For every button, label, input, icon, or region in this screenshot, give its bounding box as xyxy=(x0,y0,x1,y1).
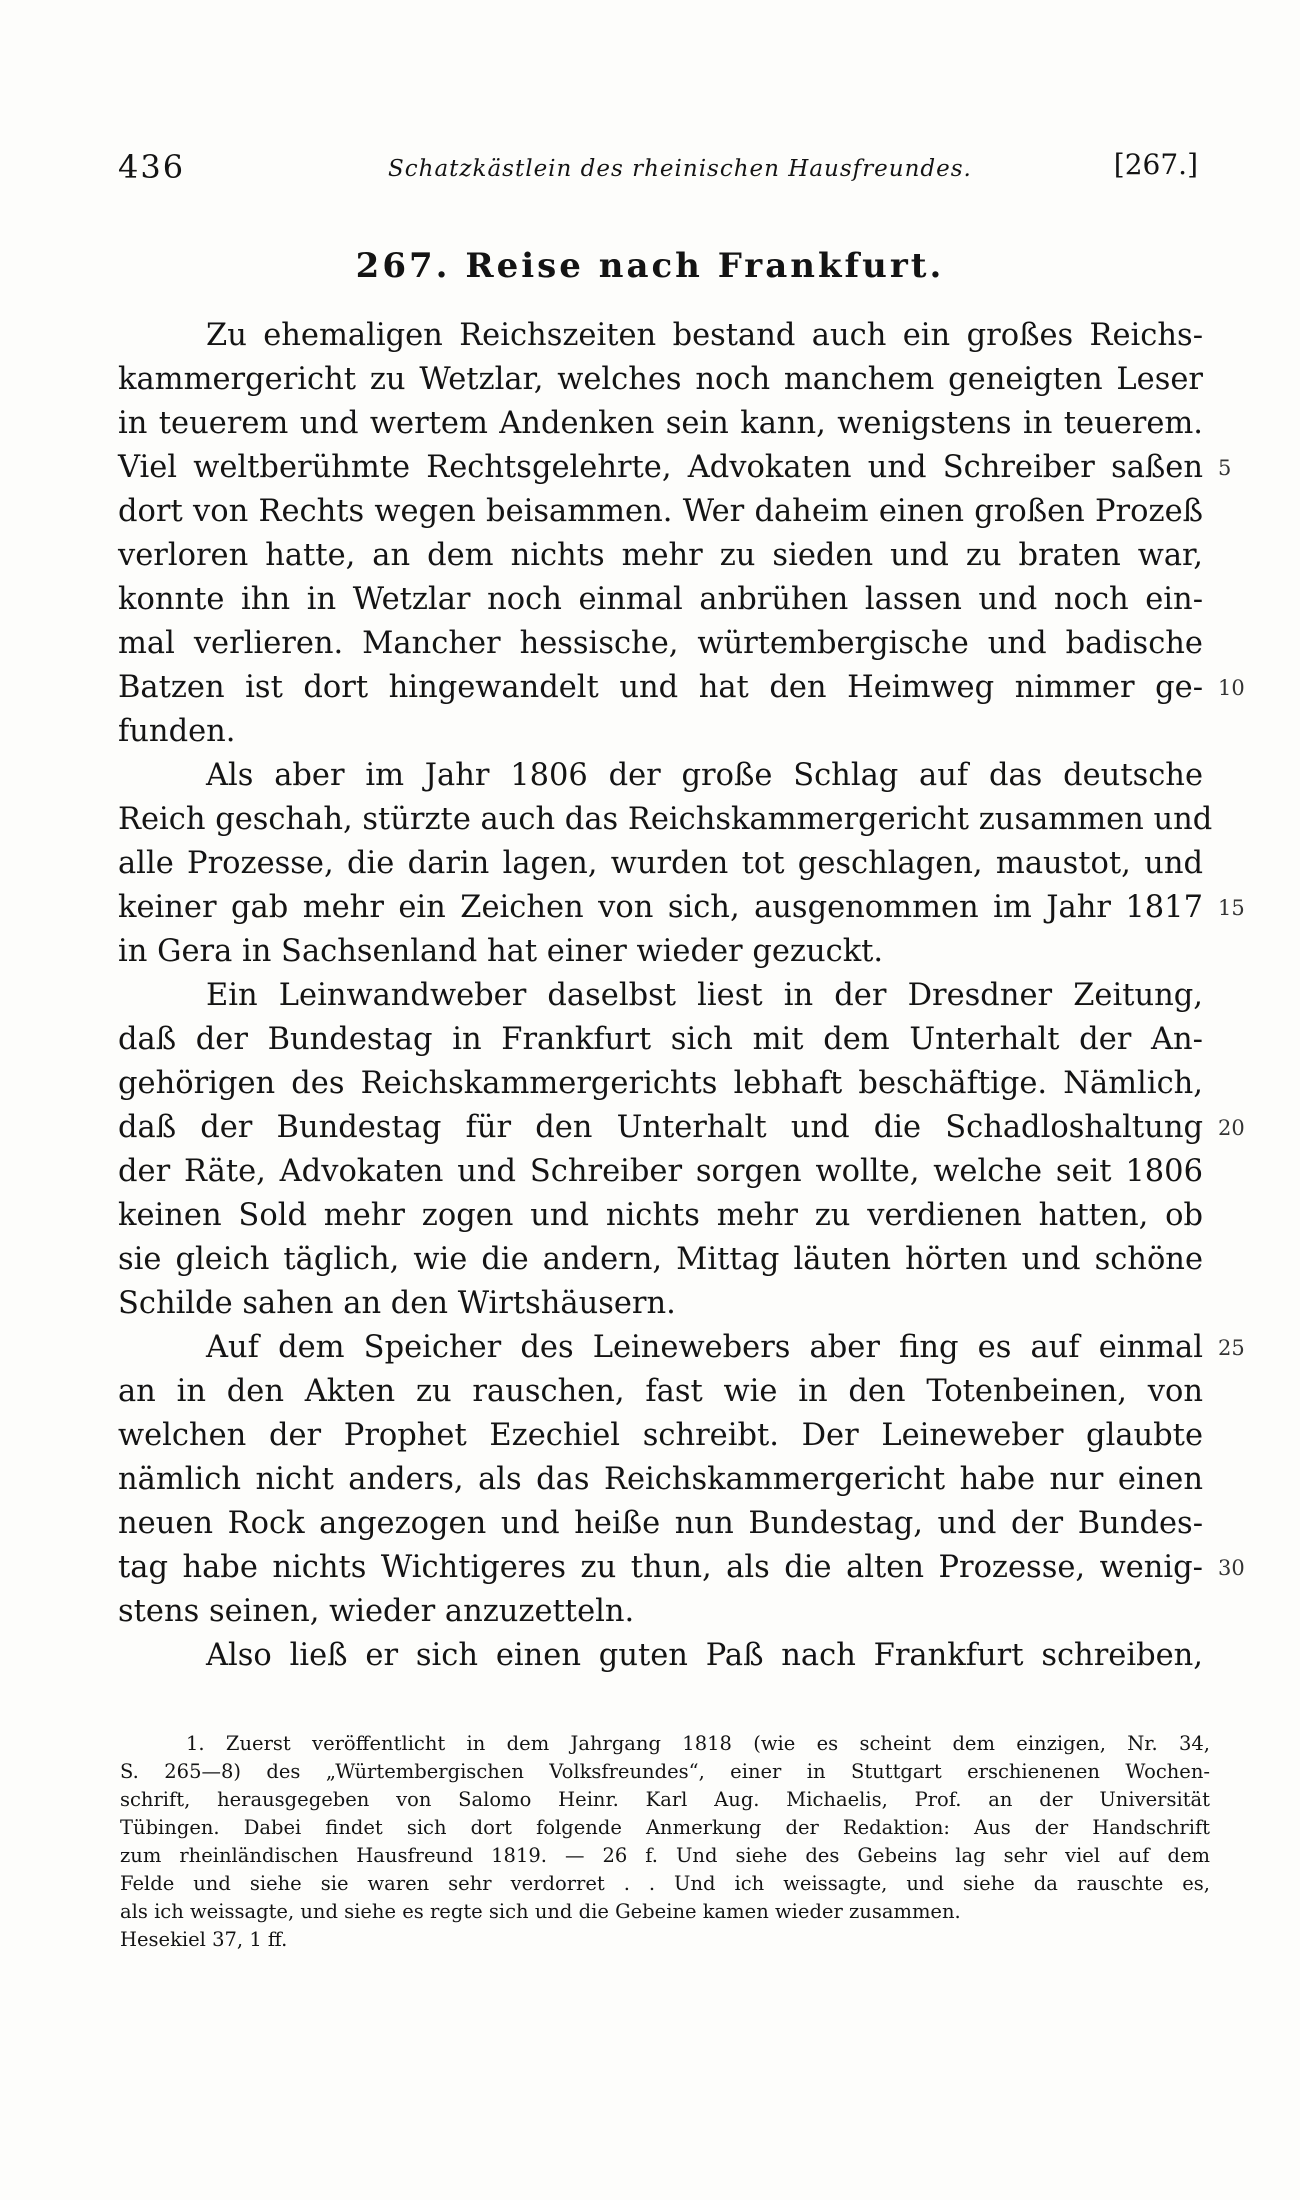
line-number: 20 xyxy=(1218,1116,1245,1140)
text-line: daß der Bundestag in Frankfurt sich mit dem Unterhalt der An- xyxy=(118,1022,1203,1057)
footnote-line: Hesekiel 37, 1 ff. xyxy=(120,1928,288,1951)
section-reference: [267.] xyxy=(1113,148,1198,181)
page-number: 436 xyxy=(118,148,186,186)
text-line: Batzen ist dort hingewandelt und hat den Heimweg nimmer ge- 10 xyxy=(118,666,1203,710)
text-line: dort von Rechts wegen beisammen. Wer daheim einen großen Prozeß xyxy=(118,494,1203,529)
text-line: stens seinen, wieder anzuzetteln. xyxy=(118,1594,635,1629)
footnote-line: zum rheinländischen Hausfreund 1819. — 26 f. Und siehe des Gebeins lag sehr viel auf dem xyxy=(120,1844,1210,1867)
text-line: Zu ehemaligen Reichszeiten bestand auch ein großes Reichs- xyxy=(206,318,1203,353)
chapter-title: 267. Reise nach Frankfurt. xyxy=(355,246,945,286)
text-line: alle Prozesse, die darin lagen, wurden tot geschlagen, maustot, und xyxy=(118,846,1203,881)
footnotes xyxy=(120,1730,1210,1954)
text-line: nämlich nicht anders, als das Reichskammergericht habe nur einen xyxy=(118,1462,1203,1497)
footnote-line: schrift, herausgegeben von Salomo Heinr. Karl Aug. Michaelis, Prof. an der Universität xyxy=(120,1788,1210,1811)
text-line: daß der Bundestag für den Unterhalt und die Schadloshaltung 20 xyxy=(118,1106,1203,1150)
text-line: mal verlieren. Mancher hessische, würtembergische und badische xyxy=(118,626,1203,661)
running-title: Schatzkästlein des rheinischen Hausfreundes. xyxy=(388,156,972,182)
text-line: Ein Leinwandweber daselbst liest in der Dresdner Zeitung, xyxy=(206,978,1203,1013)
text-line: an in den Akten zu rauschen, fast wie in den Totenbeinen, von xyxy=(118,1374,1203,1409)
text-line: verloren hatte, an dem nichts mehr zu sieden und zu braten war, xyxy=(118,538,1203,573)
text-line: Als aber im Jahr 1806 der große Schlag auf das deutsche xyxy=(206,758,1203,793)
text-line: der Räte, Advokaten und Schreiber sorgen wollte, welche seit 1806 xyxy=(118,1154,1203,1189)
line-number: 15 xyxy=(1218,896,1245,920)
line-number: 30 xyxy=(1218,1556,1245,1580)
text-line: kammergericht zu Wetzlar, welches noch manchem geneigten Leser xyxy=(118,362,1203,397)
text-line: tag habe nichts Wichtigeres zu thun, als die alten Prozesse, wenig- 30 xyxy=(118,1546,1203,1590)
body-text xyxy=(118,314,1245,1678)
text-line: Reich geschah, stürzte auch das Reichskammergericht zusammen und xyxy=(118,802,1213,837)
footnote-line: Tübingen. Dabei findet sich dort folgende Anmerkung der Redaktion: Aus der Handschrift xyxy=(120,1816,1210,1839)
footnote-line: als ich weissagte, und siehe es regte sich und die Gebeine kamen wieder zusammen. xyxy=(120,1900,961,1923)
text-line: Viel weltberühmte Rechtsgelehrte, Advokaten und Schreiber saßen 5 xyxy=(118,446,1203,490)
running-header xyxy=(118,148,1198,188)
footnote-line: S. 265—8) des „Würtembergischen Volksfreundes“, einer in Stuttgart erschienenen Wochen- xyxy=(120,1760,1210,1783)
text-line: in Gera in Sachsenland hat einer wieder gezuckt. xyxy=(118,934,884,969)
text-line: funden. xyxy=(118,714,236,749)
text-line: konnte ihn in Wetzlar noch einmal anbrühen lassen und noch ein- xyxy=(118,582,1203,617)
footnote-line: 1. Zuerst veröffentlicht in dem Jahrgang 1818 (wie es scheint dem einzigen, Nr. 34, xyxy=(186,1732,1210,1755)
text-line: keiner gab mehr ein Zeichen von sich, ausgenommen im Jahr 1817 15 xyxy=(118,886,1203,930)
text-line: keinen Sold mehr zogen und nichts mehr zu verdienen hatten, ob xyxy=(118,1198,1203,1233)
text-line: gehörigen des Reichskammergerichts lebhaft beschäftige. Nämlich, xyxy=(118,1066,1203,1101)
text-line: neuen Rock angezogen und heiße nun Bundestag, und der Bundes- xyxy=(118,1506,1203,1541)
line-number: 5 xyxy=(1218,456,1232,480)
line-number: 25 xyxy=(1218,1336,1245,1360)
line-number: 10 xyxy=(1218,676,1245,700)
text-line: welchen der Prophet Ezechiel schreibt. Der Leineweber glaubte xyxy=(118,1418,1203,1453)
text-line: in teuerem und wertem Andenken sein kann, wenigstens in teuerem. xyxy=(118,406,1203,441)
text-line: Schilde sahen an den Wirtshäusern. xyxy=(118,1286,676,1321)
text-line: Also ließ er sich einen guten Paß nach Frankfurt schreiben, xyxy=(206,1638,1203,1673)
footnote-line: Felde und siehe sie waren sehr verdorret . . Und ich weissagte, und siehe da rauschte es, xyxy=(120,1872,1210,1895)
text-line: Auf dem Speicher des Leinewebers aber fing es auf einmal 25 xyxy=(118,1326,1203,1370)
text-line: sie gleich täglich, wie die andern, Mittag läuten hörten und schöne xyxy=(118,1242,1203,1277)
